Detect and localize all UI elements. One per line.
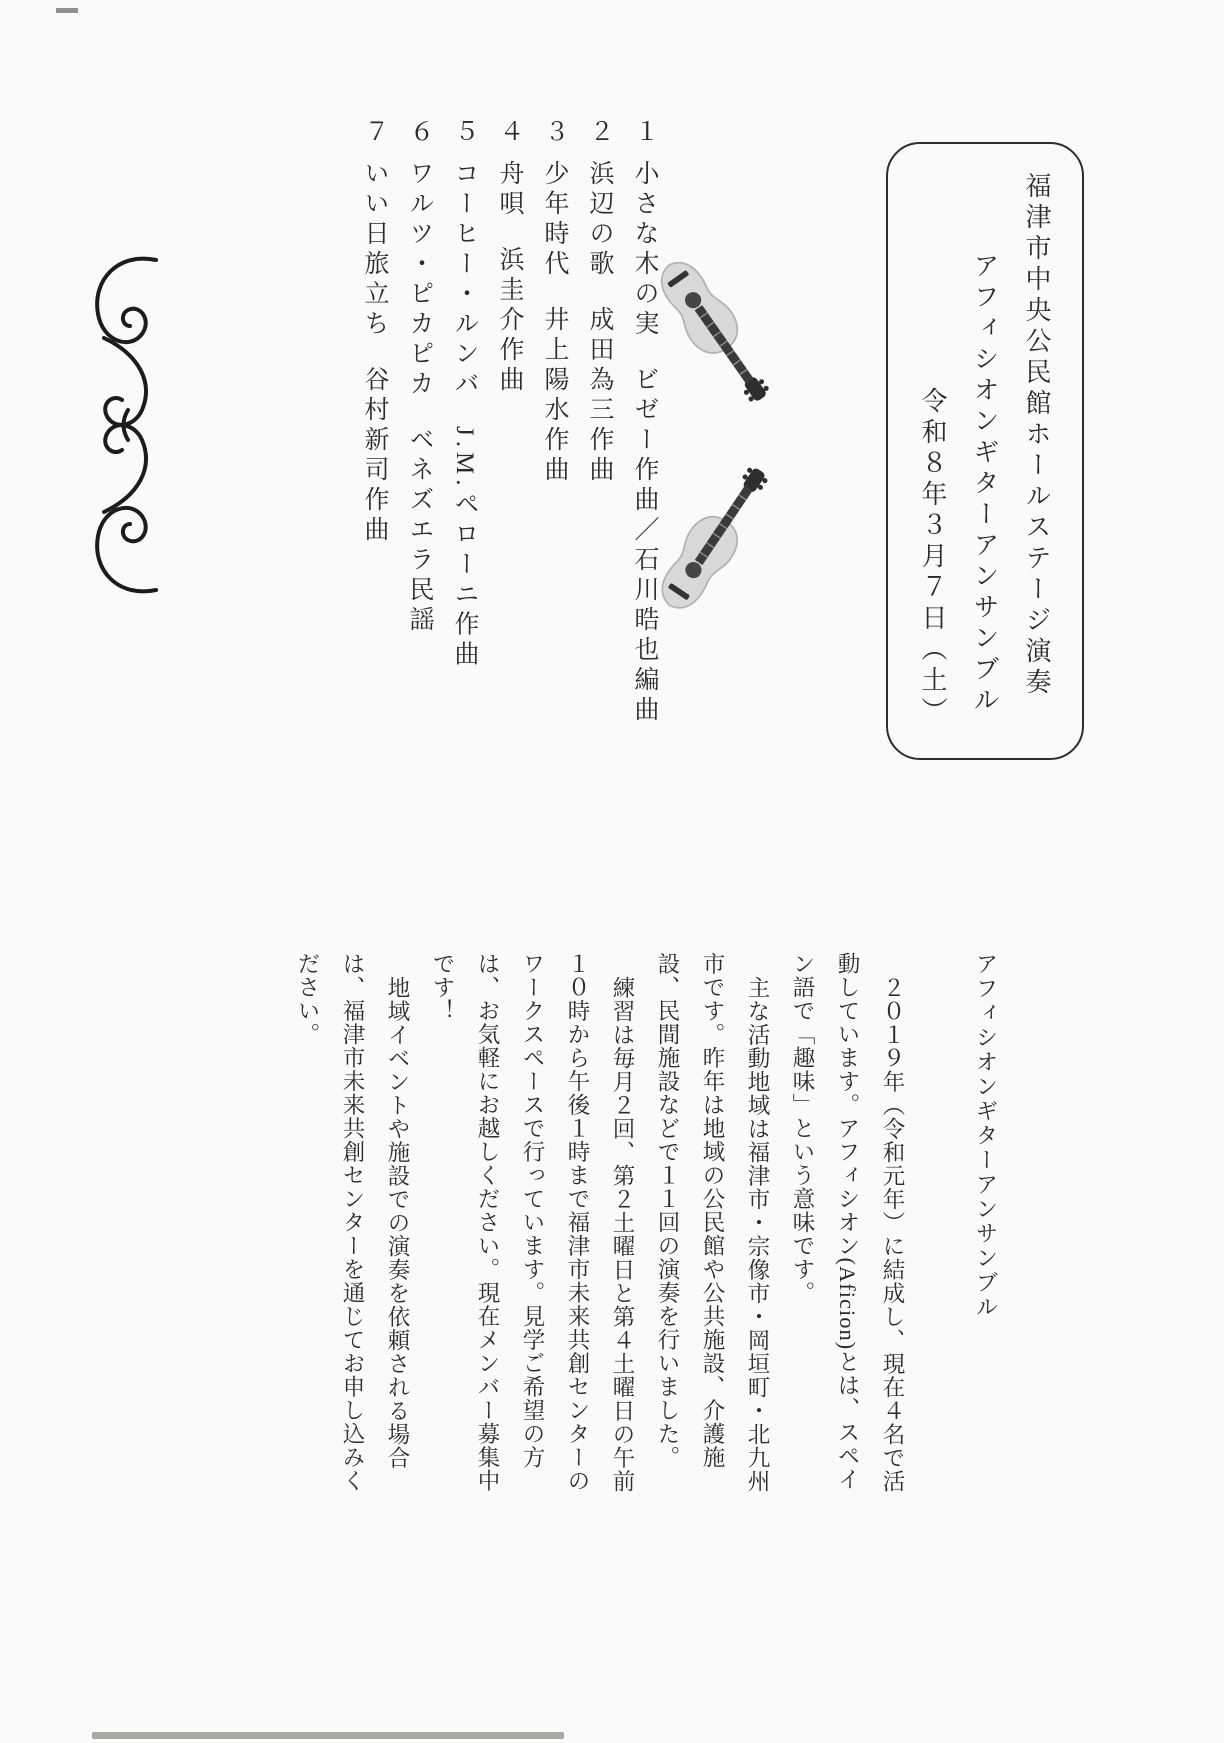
about-section: [218, 952, 1058, 1497]
program-item-4: [487, 118, 532, 818]
song-title: 少年時代: [541, 160, 568, 280]
scan-edge-artifact: [92, 1732, 564, 1739]
song-title: コーヒー・ルンバ: [451, 160, 478, 400]
program-item-1: [622, 118, 667, 818]
program-item-2: [577, 118, 622, 818]
song-title: いい日旅立ち: [361, 160, 388, 340]
song-number: １: [631, 118, 658, 148]
song-number: ２: [586, 118, 613, 148]
event-title-box: [886, 142, 1084, 760]
song-credit: J.M.ペローニ作曲: [451, 426, 478, 671]
about-paragraph-2: 主な活動地域は福津市・宗像市・岡垣町・北九州市です。昨年は地域の公民館や公共施設、介護施設、民間施設などで１１回の演奏を行いました。: [655, 952, 770, 1493]
song-number: ４: [496, 118, 523, 148]
program-item-7: [352, 118, 397, 818]
song-number: ３: [541, 118, 568, 148]
program-list: [315, 118, 667, 818]
song-title: 小さな木の実: [631, 160, 658, 340]
song-credit: 浜圭介作曲: [496, 246, 523, 396]
song-credit: 井上陽水作曲: [541, 306, 568, 486]
about-paragraph-1: ２０１９年（令和元年）に結成し、現在４名で活動しています。アフィシオン(Aficion)とは、スペイン語で「趣味」という意味です。: [790, 952, 905, 1493]
song-credit: ベネズエラ民謡: [406, 426, 433, 636]
event-date-line: 令和８年３月７日（土）: [918, 387, 947, 728]
about-paragraph-4: 地域イベントや施設での演奏を依頼される場合は、福津市未来共創センターを通じてお申し込みください。: [295, 952, 410, 1493]
song-credit: ビゼー作曲／石川晧也編曲: [631, 366, 658, 726]
venue-line: 福津市中央公民館ホールステージ演奏: [1022, 172, 1051, 699]
flourish-ornament-icon: [78, 242, 178, 607]
program-item-5: [442, 118, 487, 818]
scan-speck-artifact: [56, 8, 78, 13]
about-paragraph-3: 練習は毎月２回、第２土曜日と第４土曜日の午前１０時から午後１時まで福津市未来共創センターのワークスペースで行っています。見学ご希望の方は、お気軽にお越しください。現在メンバー募集中です！: [430, 952, 635, 1493]
program-item-6: [397, 118, 442, 818]
song-credit: 成田為三作曲: [586, 306, 613, 486]
song-title: ワルツ・ピカピカ: [406, 160, 433, 400]
song-number: ７: [361, 118, 388, 148]
song-number: ６: [406, 118, 433, 148]
ensemble-name-line: アフィシオンギターアンサンブル: [970, 252, 999, 717]
song-number: ５: [451, 118, 478, 148]
program-item-3: [532, 118, 577, 818]
song-credit: 谷村新司作曲: [361, 366, 388, 546]
song-title: 浜辺の歌: [586, 160, 613, 280]
about-heading: アフィシオンギターアンサンブル: [973, 952, 998, 1320]
song-title: 舟唄: [496, 160, 523, 220]
